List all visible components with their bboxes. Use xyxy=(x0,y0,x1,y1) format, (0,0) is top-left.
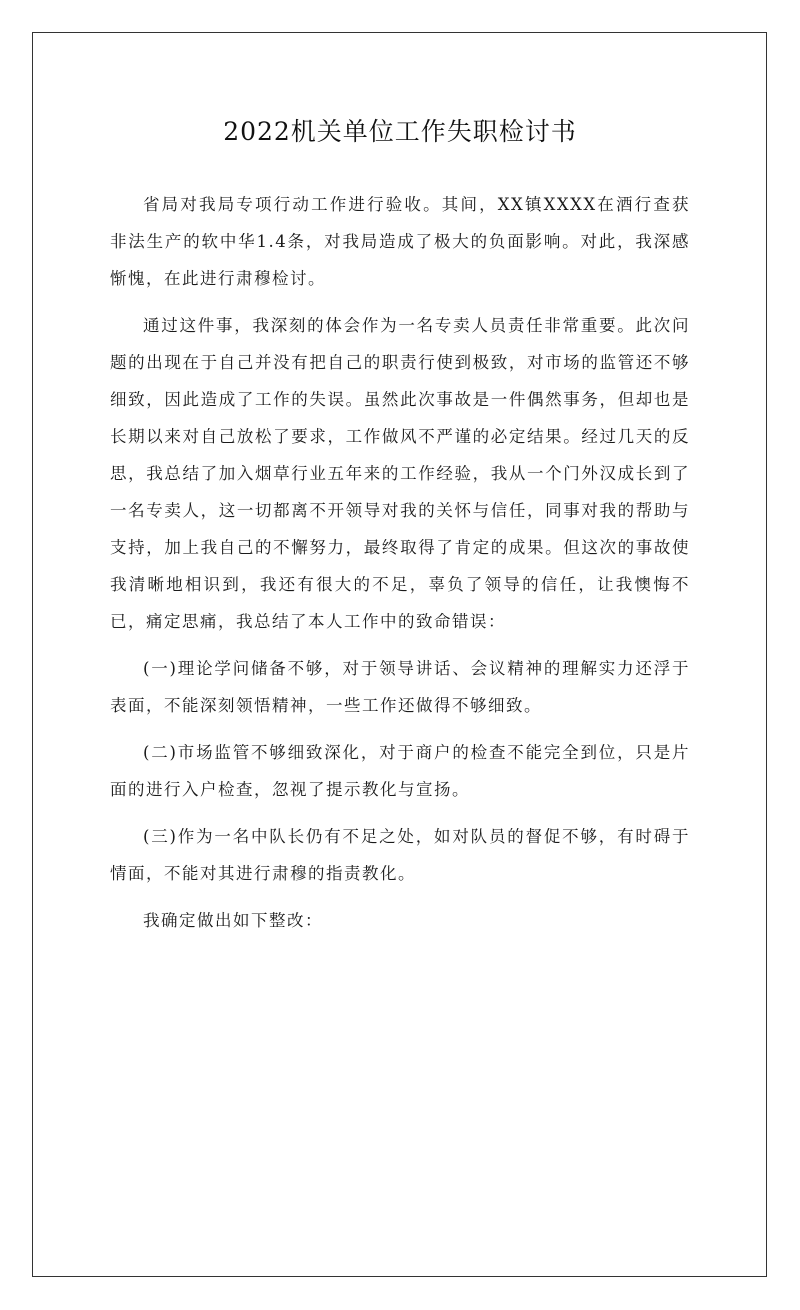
document-body xyxy=(110,186,690,949)
paragraph-intro: 省局对我局专项行动工作进行验收。其间，XX镇XXXX在酒行查获非法生产的软中华1.4条，对我局造成了极大的负面影响。对此，我深感惭愧，在此进行肃穆检讨。 xyxy=(110,195,690,288)
paragraph-reflection: 通过这件事，我深刻的体会作为一名专卖人员责任非常重要。此次问题的出现在于自己并没有把自己的职责行使到极致，对市场的监管还不够细致，因此造成了工作的失误。虽然此次事故是一件偶然事务，但却也是长期以来对自己放松了要求，工作做风不严谨的必定结果。经过几天的反思，我总结了加入烟草行业五年来的工作经验，我从一个门外汉成长到了一名专卖人，这一切都离不开领导对我的关怀与信任，同事对我的帮助与支持，加上我自己的不懈努力，最终取得了肯定的成果。但这次的事故使我清晰地相识到，我还有很大的不足，辜负了领导的信任，让我懊悔不已，痛定思痛，我总结了本人工作中的致命错误： xyxy=(110,316,690,631)
paragraph-rectification: 我确定做出如下整改： xyxy=(143,911,323,930)
document-title: 2022机关单位工作失职检讨书 xyxy=(223,117,577,146)
paragraph-error-2: (二)市场监管不够细致深化，对于商户的检查不能完全到位，只是片面的进行入户检查，忽视了提示教化与宣扬。 xyxy=(110,743,690,799)
paragraph-error-1: (一)理论学问储备不够，对于领导讲话、会议精神的理解实力还浮于表面，不能深刻领悟精神，一些工作还做得不够细致。 xyxy=(110,659,690,715)
paragraph-error-3: (三)作为一名中队长仍有不足之处，如对队员的督促不够，有时碍于情面，不能对其进行肃穆的指责教化。 xyxy=(110,827,690,883)
